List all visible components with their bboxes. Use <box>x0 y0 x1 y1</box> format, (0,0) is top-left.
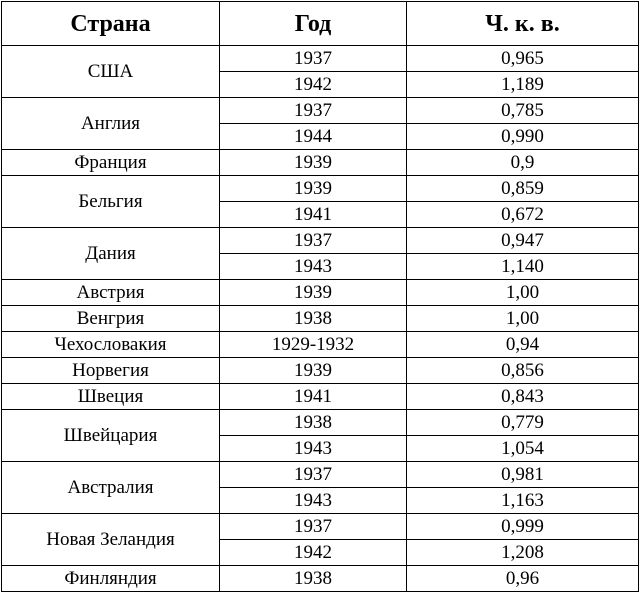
value-cell: 0,96 <box>407 566 639 592</box>
value-cell: 1,140 <box>407 254 639 280</box>
year-cell: 1938 <box>220 306 407 332</box>
year-cell: 1943 <box>220 436 407 462</box>
value-cell: 1,00 <box>407 306 639 332</box>
year-cell: 1942 <box>220 72 407 98</box>
table-row <box>2 46 639 72</box>
table-row <box>2 462 639 488</box>
year-cell: 1939 <box>220 280 407 306</box>
year-cell: 1939 <box>220 150 407 176</box>
year-cell: 1943 <box>220 488 407 514</box>
year-cell: 1937 <box>220 514 407 540</box>
value-cell: 0,94 <box>407 332 639 358</box>
country-cell: Норвегия <box>2 358 220 384</box>
table-row <box>2 358 639 384</box>
value-cell: 0,779 <box>407 410 639 436</box>
value-cell: 1,208 <box>407 540 639 566</box>
country-cell: Бельгия <box>2 176 220 228</box>
value-cell: 0,843 <box>407 384 639 410</box>
table-row <box>2 384 639 410</box>
table-row <box>2 306 639 332</box>
country-cell: Англия <box>2 98 220 150</box>
country-cell: Финляндия <box>2 566 220 592</box>
value-cell: 0,990 <box>407 124 639 150</box>
value-cell: 0,785 <box>407 98 639 124</box>
data-table <box>1 1 639 592</box>
value-cell: 0,947 <box>407 228 639 254</box>
year-cell: 1944 <box>220 124 407 150</box>
table-row <box>2 150 639 176</box>
value-cell: 0,9 <box>407 150 639 176</box>
year-cell: 1938 <box>220 566 407 592</box>
year-cell: 1929-1932 <box>220 332 407 358</box>
year-cell: 1943 <box>220 254 407 280</box>
country-cell: Венгрия <box>2 306 220 332</box>
table-row <box>2 514 639 540</box>
year-cell: 1937 <box>220 228 407 254</box>
table-row <box>2 566 639 592</box>
country-cell: Новая Зеландия <box>2 514 220 566</box>
year-cell: 1941 <box>220 384 407 410</box>
value-cell: 0,859 <box>407 176 639 202</box>
country-cell: Франция <box>2 150 220 176</box>
table-body <box>2 46 639 592</box>
country-cell: Швейцария <box>2 410 220 462</box>
value-cell: 0,672 <box>407 202 639 228</box>
year-cell: 1941 <box>220 202 407 228</box>
country-cell: Чехословакия <box>2 332 220 358</box>
year-cell: 1939 <box>220 176 407 202</box>
header-country: Страна <box>2 2 220 46</box>
value-cell: 1,054 <box>407 436 639 462</box>
value-cell: 0,981 <box>407 462 639 488</box>
year-cell: 1938 <box>220 410 407 436</box>
value-cell: 0,999 <box>407 514 639 540</box>
value-cell: 1,189 <box>407 72 639 98</box>
year-cell: 1937 <box>220 46 407 72</box>
country-cell: Австрия <box>2 280 220 306</box>
country-cell: США <box>2 46 220 98</box>
table-row <box>2 332 639 358</box>
header-year: Год <box>220 2 407 46</box>
year-cell: 1937 <box>220 462 407 488</box>
table-row <box>2 410 639 436</box>
value-cell: 1,163 <box>407 488 639 514</box>
header-row <box>2 2 639 46</box>
value-cell: 1,00 <box>407 280 639 306</box>
value-cell: 0,856 <box>407 358 639 384</box>
table-row <box>2 176 639 202</box>
table-row <box>2 280 639 306</box>
year-cell: 1939 <box>220 358 407 384</box>
year-cell: 1942 <box>220 540 407 566</box>
table-row <box>2 228 639 254</box>
year-cell: 1937 <box>220 98 407 124</box>
table-row <box>2 98 639 124</box>
value-cell: 0,965 <box>407 46 639 72</box>
header-value: Ч. к. в. <box>407 2 639 46</box>
country-cell: Австралия <box>2 462 220 514</box>
country-cell: Швеция <box>2 384 220 410</box>
country-cell: Дания <box>2 228 220 280</box>
